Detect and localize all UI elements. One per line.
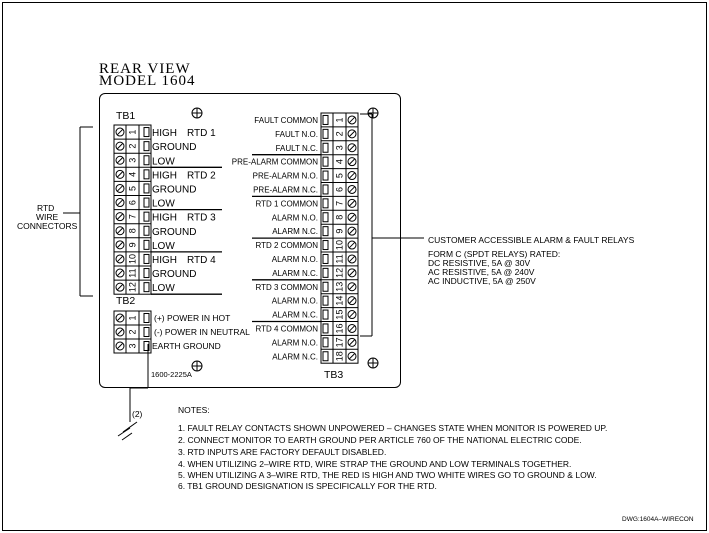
tb3-terminal-number: 8 [334,214,345,220]
note-2: 2. CONNECT MONITOR TO EARTH GROUND PER ARTICLE 760 OF THE NATIONAL ELECTRIC CODE. [178,435,582,445]
rtd-wire-label-3: CONNECTORS [17,221,78,231]
tb3-contact [323,241,328,250]
tb1-screw-icon-slot [118,158,123,163]
tb1-terminal-number: 7 [127,214,138,220]
tb1-screw-icon-slot [118,172,123,177]
relay-rating-2: AC RESISTIVE, 5A @ 240V [428,267,535,277]
tb3-screw-icon-slot [350,201,355,206]
tb3-terminal-label: RTD 2 COMMON [255,241,318,251]
tb3-terminal-label: RTD 4 COMMON [255,324,318,334]
relay-rating-1: DC RESISTIVE, 5A @ 30V [428,258,531,268]
tb3-terminal-number: 13 [334,281,345,292]
tb3-screw-icon-slot [350,159,355,164]
tb2-screw-icon-slot [118,344,123,349]
tb2-contact [144,328,149,337]
tb1-contact [144,142,149,151]
tb3-terminal-label: ALARM N.C. [272,268,318,278]
tb3-contact [323,129,328,138]
tb3-screw-icon-slot [350,243,355,248]
tb1-terminal-label: GROUND [152,269,197,281]
tb3-terminal-number: 1 [334,117,345,123]
tb2-terminal-number: 3 [127,343,138,349]
tb3-contact [323,268,328,277]
tb3-terminal-label: PRE-ALARM COMMON [231,157,318,167]
tb1-contact [144,240,149,249]
tb3-terminal-label: FAULT COMMON [254,115,318,125]
tb1-terminal-number: 1 [127,129,138,135]
tb3-terminal-number: 4 [334,159,345,165]
rtd-group-label: RTD 3 [187,212,216,224]
tb1-screw-icon-slot [118,144,123,149]
tb1-terminal-label: GROUND [152,226,197,238]
tb2-terminal-number: 1 [127,315,138,321]
tb3-terminal-number: 2 [334,131,345,137]
tb3-terminal-number: 6 [334,186,345,192]
tb1-terminal-number: 5 [127,185,138,191]
note-6: 6. TB1 GROUND DESIGNATION IS SPECIFICALLY FOR THE RTD. [178,481,437,491]
tb1-terminal-label: LOW [152,240,175,252]
tb3-screw-icon-slot [350,340,355,345]
tb1-terminal-label: GROUND [152,184,197,196]
tb1-terminal-number: 11 [127,268,138,278]
tb1-terminal-number: 8 [127,228,138,234]
tb3-terminal-number: 12 [334,267,345,278]
tb2-terminal-label: (+) POWER IN HOT [154,313,231,323]
tb3-contact [323,352,328,361]
tb3-contact [323,185,328,194]
tb1-contact [144,269,149,278]
tb1-terminal-label: LOW [152,156,175,168]
tb3-contact [323,115,328,124]
tb2-terminal-label: EARTH GROUND [152,341,221,351]
rtd-wire-label-2: WIRE [36,212,59,222]
tb2-terminal-number: 2 [127,329,138,335]
tb3-terminal-label: PRE-ALARM N.C. [253,185,318,195]
tb1-terminal-number: 4 [127,171,138,177]
tb1-terminal-number: 9 [127,242,138,248]
note-5: 5. WHEN UTILIZING A 3–WIRE RTD, THE RED IS HIGH AND TWO WHITE WIRES GO TO GROUND & LOW. [178,470,597,480]
earth-ground-symbol [123,422,137,432]
tb3-contact [323,227,328,236]
tb3-screw-icon-slot [350,229,355,234]
title-rear-view: REAR VIEW [99,61,191,77]
tb1-screw-icon-slot [118,228,123,233]
note-3: 3. RTD INPUTS ARE FACTORY DEFAULT DISABLED. [178,447,387,457]
tb3-contact [323,213,328,222]
tb1-contact [144,184,149,193]
rtd-wire-label-1: RTD [37,203,55,213]
tb1-label: TB1 [116,110,136,122]
tb1-contact [144,283,149,292]
tb3-label: TB3 [324,369,344,381]
tb1-terminal-label: LOW [152,283,175,295]
tb1-contact [144,156,149,165]
tb3-screw-icon-slot [350,145,355,150]
tb3-contact [323,157,328,166]
tb3-terminal-number: 7 [334,200,345,206]
relay-callout-form: FORM C (SPDT RELAYS) RATED: [428,249,561,259]
tb3-screw-icon-slot [350,187,355,192]
rtd-group-label: RTD 2 [187,170,216,182]
tb1-terminal-label: HIGH [152,254,177,266]
tb1-terminal-number: 2 [127,143,138,149]
tb1-terminal-number: 6 [127,200,138,206]
tb3-contact [323,143,328,152]
tb1-terminal-number: 12 [127,282,138,293]
tb3-terminal-label: ALARM N.O. [271,254,318,264]
part-number: 1600-2225A [151,370,192,379]
tb3-screw-icon-slot [350,131,355,136]
tb3-terminal-label: ALARM N.O. [271,213,318,223]
tb3-contact [323,310,328,319]
tb3-screw-icon-slot [350,215,355,220]
tb3-screw-icon-slot [350,270,355,275]
tb3-contact [323,254,328,263]
rtd-group-label: RTD 1 [187,128,216,140]
tb1-screw-icon-slot [118,214,123,219]
tb3-screw-icon-slot [350,326,355,331]
tb1-terminal-number: 3 [127,157,138,163]
tb3-terminal-label: ALARM N.C. [272,352,318,362]
tb3-terminal-label: RTD 1 COMMON [255,199,318,209]
tb1-terminal-label: GROUND [152,142,197,154]
earth-ground-symbol [118,428,130,436]
tb3-screw-icon-slot [350,284,355,289]
tb3-screw-icon-slot [350,256,355,261]
tb2-terminal-label: (-) POWER IN NEUTRAL [154,327,250,337]
note-4: 4. WHEN UTILIZING 2–WIRE RTD, WIRE STRAP THE GROUND AND LOW TERMINALS TOGETHER. [178,459,572,469]
notes-heading: NOTES: [178,405,210,415]
ground-note-ref: (2) [132,409,143,419]
tb3-terminal-label: ALARM N.C. [272,310,318,320]
tb1-terminal-number: 10 [127,253,138,264]
tb1-terminal-label: HIGH [152,212,177,224]
tb1-contact [144,212,149,221]
drawing-number: DWG:1604A–WIRECON [622,516,694,523]
tb3-terminal-number: 11 [334,254,345,264]
tb1-terminal-label: HIGH [152,170,177,182]
tb3-terminal-number: 17 [334,337,345,348]
note-1: 1. FAULT RELAY CONTACTS SHOWN UNPOWERED – CHANGES STATE WHEN MONITOR IS POWERED UP. [178,423,608,433]
title-model: MODEL 1604 [99,73,196,89]
tb3-terminal-number: 18 [334,351,345,362]
tb1-screw-icon-slot [118,271,123,276]
tb1-terminal-label: HIGH [152,128,177,140]
tb3-terminal-label: FAULT N.O. [275,129,318,139]
tb3-terminal-number: 10 [334,240,345,251]
tb1-contact [144,128,149,137]
tb3-contact [323,296,328,305]
tb3-terminal-number: 9 [334,228,345,234]
tb1-screw-icon-slot [118,256,123,261]
tb1-contact [144,198,149,207]
tb3-terminal-label: ALARM N.C. [272,227,318,237]
tb3-terminal-number: 5 [334,173,345,179]
tb3-terminal-label: RTD 3 COMMON [255,282,318,292]
tb3-terminal-label: PRE-ALARM N.O. [252,171,318,181]
tb1-terminal-label: LOW [152,198,175,210]
tb2-screw-icon-slot [118,316,123,321]
tb1-screw-icon-slot [118,130,123,135]
tb3-screw-icon-slot [350,173,355,178]
tb3-terminal-number: 14 [334,295,345,306]
tb3-screw-icon-slot [350,117,355,122]
tb1-contact [144,254,149,263]
tb3-contact [323,199,328,208]
tb1-screw-icon-slot [118,186,123,191]
tb1-screw-icon-slot [118,200,123,205]
tb3-terminal-label: ALARM N.O. [271,338,318,348]
tb2-screw-icon-slot [118,330,123,335]
tb3-screw-icon-slot [350,312,355,317]
earth-ground-symbol [122,433,132,440]
relay-rating-3: AC INDUCTIVE, 5A @ 250V [428,276,536,286]
tb3-terminal-label: FAULT N.C. [275,143,318,153]
tb2-label: TB2 [116,295,136,307]
tb1-contact [144,170,149,179]
tb2-contact [144,314,149,323]
tb1-contact [144,226,149,235]
tb1-screw-icon-slot [118,242,123,247]
tb3-terminal-number: 3 [334,145,345,151]
tb3-contact [323,171,328,180]
relay-callout-heading: CUSTOMER ACCESSIBLE ALARM & FAULT RELAYS [428,235,635,245]
tb3-screw-icon-slot [350,298,355,303]
tb3-screw-icon-slot [350,354,355,359]
tb3-contact [323,324,328,333]
tb3-terminal-label: ALARM N.O. [271,296,318,306]
tb3-contact [323,282,328,291]
rtd-group-label: RTD 4 [187,254,216,266]
tb3-terminal-number: 16 [334,323,345,334]
tb3-terminal-number: 15 [334,309,345,320]
tb3-contact [323,338,328,347]
tb1-screw-icon-slot [118,285,123,290]
